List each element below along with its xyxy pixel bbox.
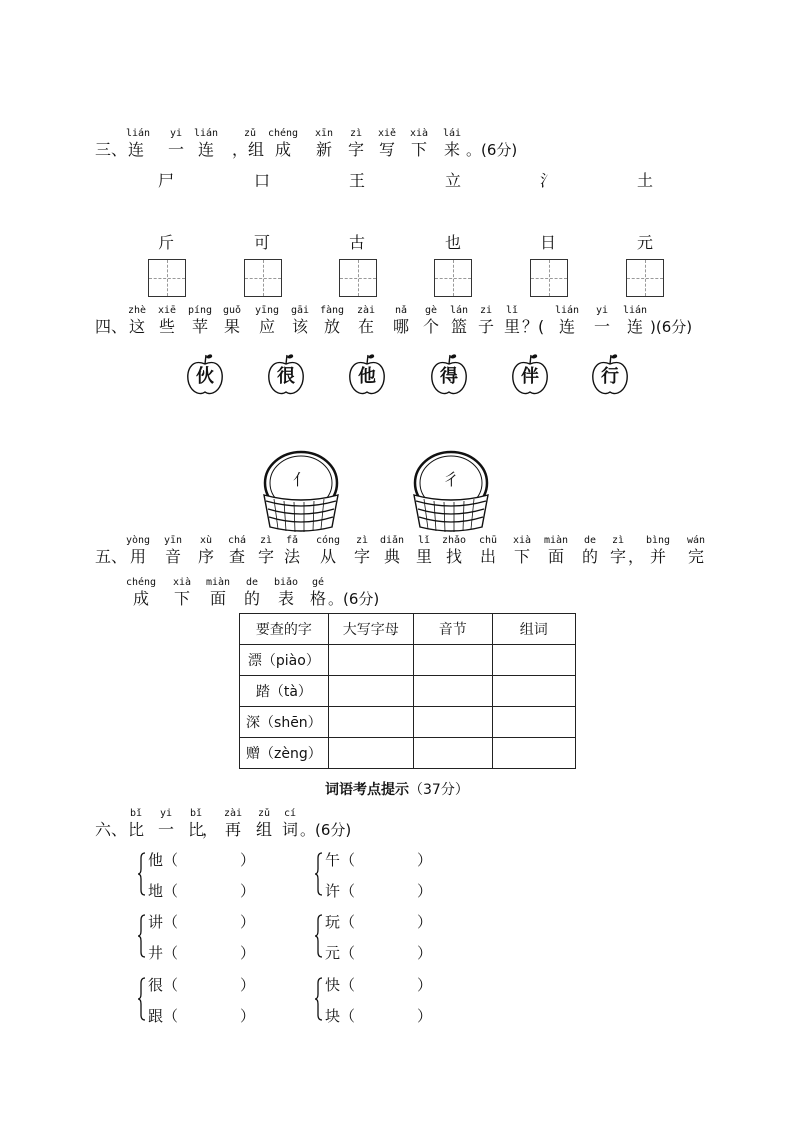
compare-item[interactable]: 午（ ） (325, 851, 433, 869)
answer-cell[interactable] (328, 645, 413, 676)
part-char[interactable]: 斤 (157, 233, 174, 252)
writing-box[interactable] (339, 259, 377, 297)
section6-number: 六、 (95, 820, 128, 839)
section5-number: 五、 (95, 547, 128, 566)
part-char[interactable]: 可 (253, 233, 270, 252)
answer-cell[interactable] (328, 676, 413, 707)
writing-box[interactable] (530, 259, 568, 297)
table-header-cell: 组词 (492, 614, 575, 645)
apple-card[interactable]: 伙 (185, 352, 225, 396)
compare-item[interactable]: 元（ ） (325, 944, 433, 962)
brace-icon (315, 977, 323, 1021)
radical-char[interactable]: 口 (253, 171, 270, 190)
compare-item[interactable]: 许（ ） (325, 882, 433, 900)
table-char-cell: 赠（zèng） (240, 738, 329, 769)
radical-char[interactable]: 土 (636, 171, 653, 190)
basket-icon (410, 449, 492, 533)
part-char[interactable]: 也 (444, 233, 461, 252)
part-char[interactable]: 古 (348, 233, 365, 252)
apple-card[interactable]: 很 (266, 352, 306, 396)
answer-cell[interactable] (328, 738, 413, 769)
table-row (240, 645, 576, 676)
table-header-row (240, 614, 576, 645)
table-header-cell: 大写字母 (328, 614, 413, 645)
radical-char[interactable]: 王 (348, 171, 365, 190)
section5-score: 。(6分) (328, 590, 380, 608)
answer-cell[interactable] (413, 645, 492, 676)
compare-item[interactable]: 讲（ ） (148, 913, 256, 931)
compare-item[interactable]: 玩（ ） (325, 913, 433, 931)
basket-card[interactable]: 彳 (410, 449, 492, 533)
apple-card[interactable]: 行 (590, 352, 630, 396)
section6-score: 。(6分) (300, 821, 352, 839)
compare-item[interactable]: 块（ ） (325, 1007, 433, 1025)
part-char[interactable]: 日 (539, 233, 556, 252)
writing-box[interactable] (434, 259, 472, 297)
compare-item[interactable]: 快（ ） (325, 976, 433, 994)
answer-cell[interactable] (492, 738, 575, 769)
answer-cell[interactable] (492, 645, 575, 676)
compare-item[interactable]: 跟（ ） (148, 1007, 256, 1025)
table-header-cell: 要查的字 (240, 614, 329, 645)
table-char-cell: 漂（piào） (240, 645, 329, 676)
answer-cell[interactable] (413, 676, 492, 707)
answer-cell[interactable] (413, 738, 492, 769)
compare-item[interactable]: 他（ ） (148, 851, 256, 869)
brace-icon (315, 914, 323, 958)
brace-icon (138, 852, 146, 896)
lookup-table (239, 613, 576, 769)
section3-number: 三、 (95, 140, 128, 159)
basket-card[interactable]: 亻 (260, 449, 342, 533)
answer-cell[interactable] (492, 676, 575, 707)
radical-char[interactable]: 立 (444, 171, 461, 190)
brace-icon (138, 914, 146, 958)
writing-box[interactable] (148, 259, 186, 297)
compare-item[interactable]: 很（ ） (148, 976, 256, 994)
apple-card[interactable]: 得 (429, 352, 469, 396)
table-row (240, 707, 576, 738)
compare-item[interactable]: 井（ ） (148, 944, 256, 962)
table-char-cell: 踏（tà） (240, 676, 329, 707)
brace-icon (315, 852, 323, 896)
apple-card[interactable]: 他 (347, 352, 387, 396)
compare-item[interactable]: 地（ ） (148, 882, 256, 900)
table-char-cell: 深（shēn） (240, 707, 329, 738)
section4-number: 四、 (95, 317, 128, 336)
radical-char[interactable]: 氵 (539, 171, 556, 190)
table-header-cell: 音节 (413, 614, 492, 645)
table-row (240, 738, 576, 769)
brace-icon (138, 977, 146, 1021)
writing-box[interactable] (626, 259, 664, 297)
answer-cell[interactable] (492, 707, 575, 738)
apple-card[interactable]: 伴 (510, 352, 550, 396)
section-hint-heading: 词语考点提示（37分） (325, 782, 469, 798)
basket-icon (260, 449, 342, 533)
section3-score: 。(6分) (466, 141, 518, 159)
radical-char[interactable]: 尸 (157, 171, 174, 190)
part-char[interactable]: 元 (636, 233, 653, 252)
answer-cell[interactable] (413, 707, 492, 738)
writing-box[interactable] (244, 259, 282, 297)
answer-cell[interactable] (328, 707, 413, 738)
section4-score: )(6分) (650, 318, 693, 336)
table-row (240, 676, 576, 707)
